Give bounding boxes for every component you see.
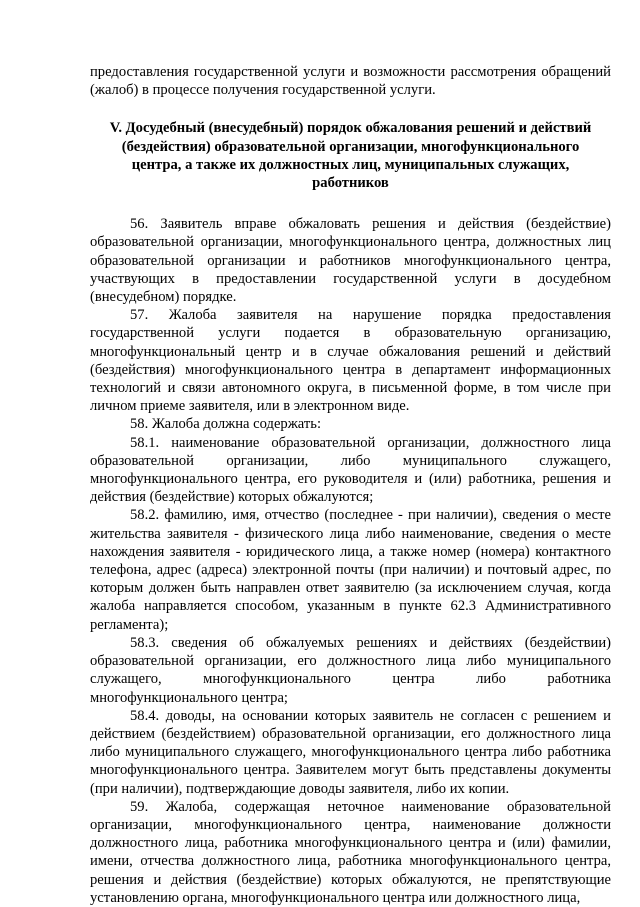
paragraph-58-4: 58.4. доводы, на основании которых заявитель не согласен с решением и действием (бездействием) образовательной организации, его должностного лица либо муниципального служащего, многофункционального центра либо работника многофункционального центра. Заявителем могут быть представлены документы (при наличии), подтверждающие доводы заявителя, либо их копии. bbox=[90, 707, 611, 797]
intro-paragraph: предоставления государственной услуги и возможности рассмотрения обращений (жалоб) в процессе получения государственной услуги. bbox=[90, 64, 611, 99]
paragraph-58: 58. Жалоба должна содержать: bbox=[130, 416, 321, 433]
section-title: V. Досудебный (внесудебный) порядок обжалования решений и действий (бездействия) образовательной организации, многофункционального центра, а также их должностных лиц, муниципальных служащих, работников bbox=[109, 120, 592, 192]
paragraph-59: 59. Жалоба, содержащая неточное наименование образовательной организации, многофункционального центра, наименование должности должностного лица, работника многофункционального центра и (или) фамилии, имени, отчества должностного лица, работника многофункционального центра, решения и действия (бездействие) которых обжалуются, не препятствующие установлению органа, многофункционального центра или должностного лица, bbox=[90, 798, 611, 906]
paragraph-56: 56. Заявитель вправе обжаловать решения и действия (бездействие) образовательной организации, многофункционального центра, должностных лиц образовательной организации и работников многофункционального центра, участвующих в предоставлении государственной услуги в досудебном (внесудебном) порядке. bbox=[90, 216, 611, 306]
paragraph-58-1: 58.1. наименование образовательной организации, должностного лица образовательной организации, либо муниципального служащего, многофункционального центра, его руководителя и (или) работника, решения и действия (бездействие) которых обжалуются; bbox=[90, 434, 611, 506]
paragraph-58-2: 58.2. фамилию, имя, отчество (последнее - при наличии), сведения о месте жительства заявителя - физического лица либо наименование, сведения о месте нахождения заявителя - юридического лица, а также номер (номера) контактного телефона, адрес (адреса) электронной почты (при наличии) и почтовый адрес, по которым должен быть направлен ответ заявителю (за исключением случая, когда жалоба направляется способом, указанным в пункте 62.3 Административного регламента); bbox=[90, 507, 611, 633]
paragraph-57: 57. Жалоба заявителя на нарушение порядка предоставления государственной услуги подается в образовательную организацию, многофункциональный центр и в случае обжалования решений и действий (бездействия) многофункционального центра в департамент информационных технологий и связи автономного округа, в письменной форме, в том числе при личном приеме заявителя, или в электронном виде. bbox=[90, 307, 611, 415]
paragraph-58-3: 58.3. сведения об обжалуемых решениях и действиях (бездействии) образовательной организации, его должностного лица либо муниципального служащего, многофункционального центра либо работника многофункционального центра; bbox=[90, 634, 611, 706]
